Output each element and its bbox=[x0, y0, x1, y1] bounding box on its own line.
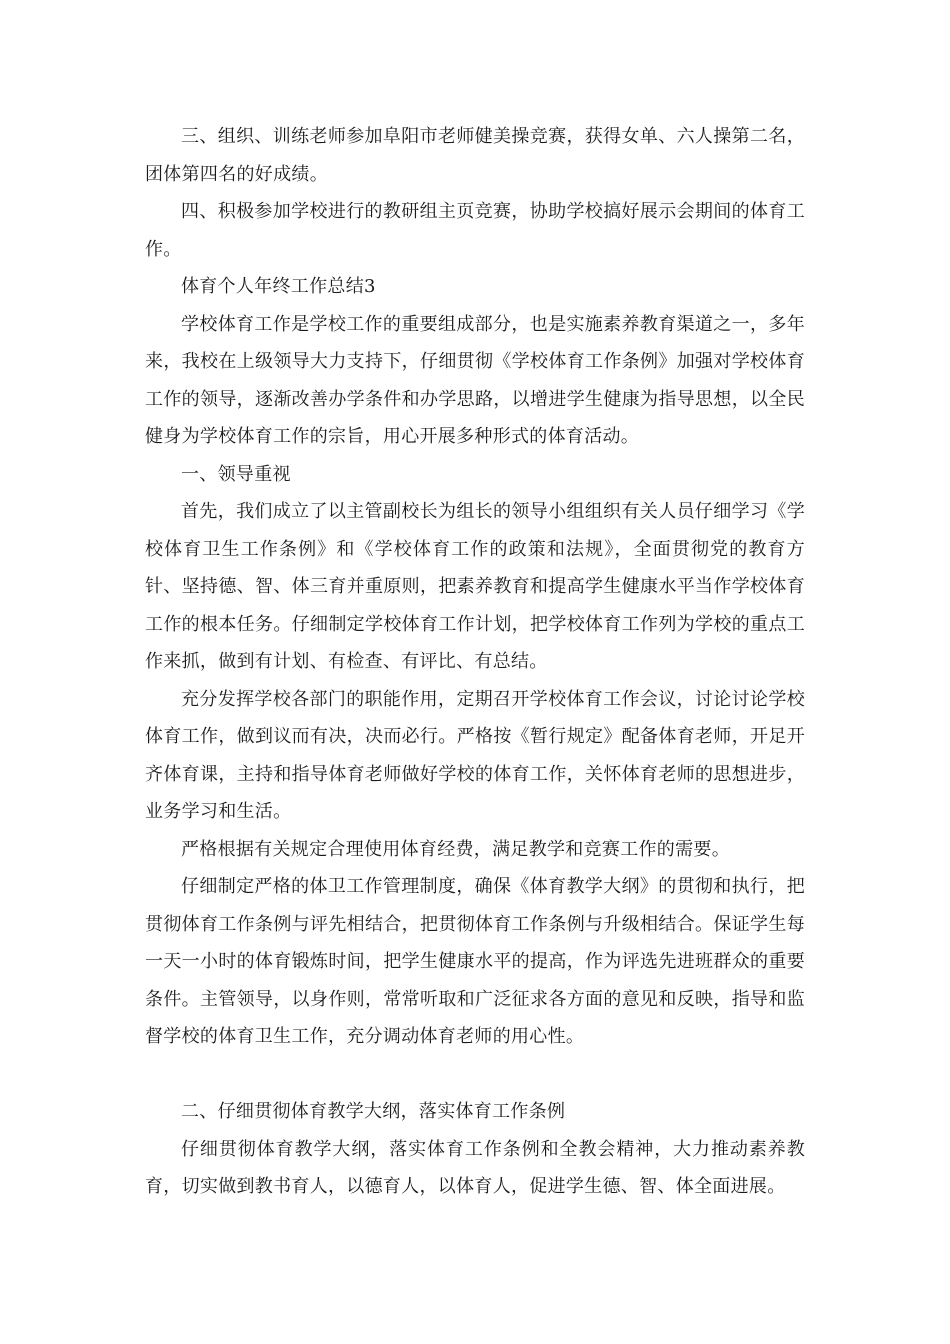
intro-paragraph: 学校体育工作是学校工作的重要组成部分，也是实施素养教育渠道之一，多年来，我校在上级领导大力支持下，仔细贯彻《学校体育工作条例》加强对学校体育工作的领导，逐渐改善办学条件和办学思路，以增进学生健康为指导思想，以全民健身为学校体育工作的宗旨，用心开展多种形式的体育活动。 bbox=[145, 313, 805, 447]
paragraph-leadership-2: 充分发挥学校各部门的职能作用，定期召开学校体育工作会议，讨论讨论学校体育工作，做到议而有决，决而必行。严格按《暂行规定》配备体育老师，开足开齐体育课，主持和指导体育老师做好学校的体育工作，关怀体育老师的思想进步，业务学习和生活。 bbox=[145, 688, 805, 822]
blank-line bbox=[145, 1056, 805, 1094]
paragraph-curriculum: 仔细贯彻体育教学大纲，落实体育工作条例和全教会精神，大力推动素养教育，切实做到教书育人，以德育人，以体育人，促进学生德、智、体全面进展。 bbox=[145, 1138, 805, 1197]
heading-curriculum: 二、仔细贯彻体育教学大纲，落实体育工作条例 bbox=[181, 1101, 566, 1122]
document-body bbox=[145, 118, 805, 1206]
paragraph-item-3: 三、组织、训练老师参加阜阳市老师健美操竞赛，获得女单、六人操第二名，团体第四名的好成绩。 bbox=[145, 126, 805, 185]
paragraph-management: 仔细制定严格的体卫工作管理制度，确保《体育教学大纲》的贯彻和执行，把贯彻体育工作条例与评先相结合，把贯彻体育工作条例与升级相结合。保证学生每一天一小时的体育锻炼时间，把学生健康水平的提高，作为评选先进班群众的重要条件。主管领导，以身作则，常常听取和广泛征求各方面的意见和反映，指导和监督学校的体育卫生工作，充分调动体育老师的用心性。 bbox=[145, 876, 805, 1047]
paragraph-item-4: 四、积极参加学校进行的教研组主页竞赛，协助学校搞好展示会期间的体育工作。 bbox=[145, 201, 805, 260]
paragraph-funding: 严格根据有关规定合理使用体育经费，满足教学和竞赛工作的需要。 bbox=[181, 838, 730, 860]
section-title: 体育个人年终工作总结3 bbox=[181, 276, 376, 297]
paragraph-leadership-1: 首先，我们成立了以主管副校长为组长的领导小组组织有关人员仔细学习《学校体育卫生工作条例》和《学校体育工作的政策和法规》，全面贯彻党的教育方针、坚持德、智、体三育并重原则，把素养教育和提高学生健康水平当作学校体育工作的根本任务。仔细制定学校体育工作计划，把学校体育工作列为学校的重点工作来抓，做到有计划、有检查、有评比、有总结。 bbox=[145, 501, 805, 672]
heading-leadership: 一、领导重视 bbox=[181, 463, 291, 485]
